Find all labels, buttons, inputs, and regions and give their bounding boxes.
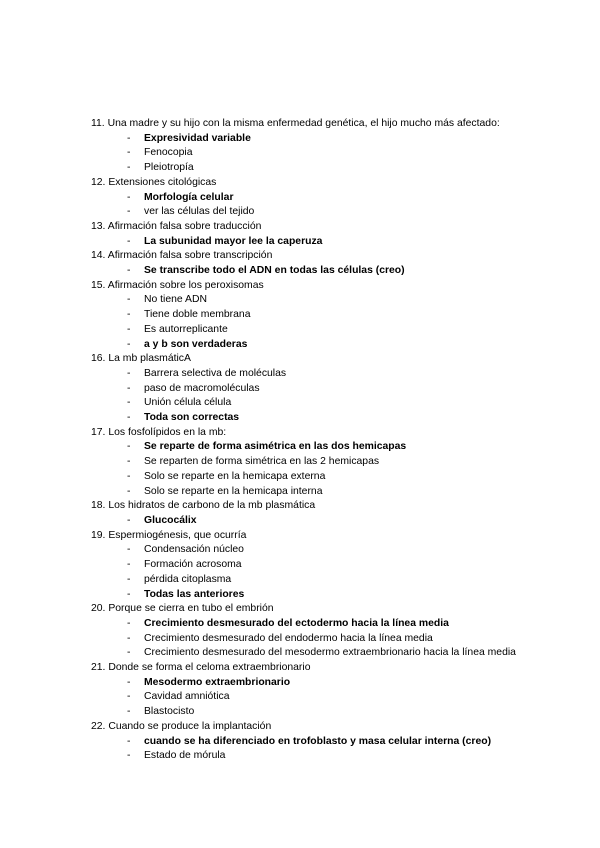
question-number: 18. — [91, 500, 106, 512]
bullet-dash: - — [127, 750, 131, 762]
option-text: pérdida citoplasma — [144, 573, 232, 585]
option-text: Toda son correctas — [144, 412, 240, 424]
option-text: Fenocopia — [144, 147, 193, 159]
option-text: Blastocisto — [144, 706, 195, 718]
answer-option-selected — [91, 191, 551, 206]
bullet-dash: - — [127, 294, 131, 306]
option-text: Glucocálix — [144, 514, 197, 526]
answer-option-selected — [91, 411, 551, 426]
option-text: Se transcribe todo el ADN en todas las células (creo) — [144, 265, 405, 277]
question-list — [91, 117, 551, 764]
answer-option — [91, 146, 551, 161]
question-line — [91, 279, 551, 294]
answer-option — [91, 705, 551, 720]
question-text: Los hidratos de carbono de la mb plasmática — [105, 500, 316, 512]
answer-option — [91, 396, 551, 411]
answer-option — [91, 382, 551, 397]
option-text: Crecimiento desmesurado del mesodermo extraembrionario hacia la línea media — [144, 647, 516, 659]
question-number: 21. — [91, 662, 106, 674]
answer-option-selected — [91, 132, 551, 147]
bullet-dash: - — [127, 706, 131, 718]
question-text: Extensiones citológicas — [105, 176, 217, 188]
question-text: Afirmación sobre los peroxisomas — [105, 279, 264, 291]
question-number: 14. — [91, 250, 106, 262]
bullet-dash: - — [127, 147, 131, 159]
question-number: 12. — [91, 176, 106, 188]
question-number: 17. — [91, 426, 106, 438]
bullet-dash: - — [127, 265, 131, 277]
bullet-dash: - — [127, 162, 131, 174]
bullet-dash: - — [127, 456, 131, 468]
option-text: Barrera selectiva de moléculas — [144, 367, 287, 379]
option-text: Se reparte de forma asimétrica en las dos hemicapas — [144, 441, 407, 453]
bullet-dash: - — [127, 309, 131, 321]
question-text: Espermiogénesis, que ocurría — [105, 529, 247, 541]
bullet-dash: - — [127, 691, 131, 703]
bullet-dash: - — [127, 206, 131, 218]
answer-option — [91, 632, 551, 647]
bullet-dash: - — [127, 382, 131, 394]
question-text: Los fosfolípidos en la mb: — [105, 426, 227, 438]
question-number: 16. — [91, 353, 106, 365]
answer-option-selected — [91, 588, 551, 603]
question-number: 22. — [91, 720, 106, 732]
question-line — [91, 720, 551, 735]
answer-option-selected — [91, 676, 551, 691]
answer-option — [91, 543, 551, 558]
question-line — [91, 176, 551, 191]
bullet-dash: - — [127, 514, 131, 526]
bullet-dash: - — [127, 573, 131, 585]
question-number: 19. — [91, 529, 106, 541]
bullet-dash: - — [127, 132, 131, 144]
answer-option — [91, 573, 551, 588]
question-line — [91, 529, 551, 544]
option-text: Tiene doble membrana — [144, 309, 251, 321]
bullet-dash: - — [127, 485, 131, 497]
bullet-dash: - — [127, 441, 131, 453]
bullet-dash: - — [127, 544, 131, 556]
answer-option-selected — [91, 735, 551, 750]
bullet-dash: - — [127, 338, 131, 350]
bullet-dash: - — [127, 235, 131, 247]
question-text: Afirmación falsa sobre traducción — [105, 220, 262, 232]
answer-option — [91, 293, 551, 308]
bullet-dash: - — [127, 412, 131, 424]
option-text: No tiene ADN — [144, 294, 207, 306]
option-text: paso de macromoléculas — [144, 382, 260, 394]
option-text: ver las células del tejido — [144, 206, 255, 218]
option-text: Pleiotropía — [144, 162, 194, 174]
answer-option — [91, 323, 551, 338]
question-text: Donde se forma el celoma extraembrionario — [105, 662, 311, 674]
option-text: Se reparten de forma simétrica en las 2 hemicapas — [144, 456, 380, 468]
option-text: Mesodermo extraembrionario — [144, 676, 291, 688]
answer-option — [91, 485, 551, 500]
question-text: Afirmación falsa sobre transcripción — [105, 250, 273, 262]
option-text: cuando se ha diferenciado en trofoblasto y masa celular interna (creo) — [144, 735, 492, 747]
option-text: Condensación núcleo — [144, 544, 244, 556]
question-line — [91, 352, 551, 367]
answer-option — [91, 749, 551, 764]
option-text: Solo se reparte en la hemicapa externa — [144, 470, 326, 482]
answer-option — [91, 308, 551, 323]
question-line — [91, 499, 551, 514]
bullet-dash: - — [127, 632, 131, 644]
answer-option-selected — [91, 264, 551, 279]
option-text: Crecimiento desmesurado del ectodermo hacia la línea media — [144, 617, 449, 629]
question-text: Cuando se produce la implantación — [105, 720, 272, 732]
question-text: Una madre y su hijo con la misma enfermedad genética, el hijo mucho más afectado: — [104, 118, 500, 129]
question-number: 13. — [91, 220, 106, 232]
question-text: La mb plasmáticA — [105, 353, 191, 365]
answer-option — [91, 470, 551, 485]
question-number: 20. — [91, 603, 106, 615]
question-line — [91, 661, 551, 676]
option-text: Crecimiento desmesurado del endodermo hacia la línea media — [144, 632, 433, 644]
bullet-dash: - — [127, 617, 131, 629]
answer-option — [91, 161, 551, 176]
bullet-dash: - — [127, 323, 131, 335]
bullet-dash: - — [127, 559, 131, 571]
answer-option — [91, 367, 551, 382]
option-text: Unión célula célula — [144, 397, 232, 409]
option-text: Cavidad amniótica — [144, 691, 230, 703]
answer-option — [91, 205, 551, 220]
answer-option-selected — [91, 440, 551, 455]
question-line — [91, 220, 551, 235]
option-text: La subunidad mayor lee la caperuza — [144, 235, 323, 247]
answer-option — [91, 690, 551, 705]
bullet-dash: - — [127, 647, 131, 659]
question-number: 11. — [91, 118, 105, 129]
question-text: Porque se cierra en tubo el embrión — [105, 603, 274, 615]
bullet-dash: - — [127, 735, 131, 747]
question-number: 15. — [91, 279, 106, 291]
question-line — [91, 117, 551, 132]
answer-option — [91, 455, 551, 470]
bullet-dash: - — [127, 676, 131, 688]
answer-option-selected — [91, 235, 551, 250]
answer-option — [91, 558, 551, 573]
option-text: Estado de mórula — [144, 750, 226, 762]
option-text: Es autorreplicante — [144, 323, 228, 335]
question-line — [91, 249, 551, 264]
answer-option-selected — [91, 514, 551, 529]
option-text: Formación acrosoma — [144, 559, 242, 571]
bullet-dash: - — [127, 588, 131, 600]
option-text: a y b son verdaderas — [144, 338, 248, 350]
bullet-dash: - — [127, 367, 131, 379]
answer-option-selected — [91, 338, 551, 353]
answer-option-selected — [91, 617, 551, 632]
option-text: Todas las anteriores — [144, 588, 245, 600]
bullet-dash: - — [127, 470, 131, 482]
bullet-dash: - — [127, 191, 131, 203]
option-text: Expresividad variable — [144, 132, 251, 144]
option-text: Morfología celular — [144, 191, 234, 203]
answer-option — [91, 646, 551, 661]
question-line — [91, 602, 551, 617]
option-text: Solo se reparte en la hemicapa interna — [144, 485, 323, 497]
question-line — [91, 426, 551, 441]
bullet-dash: - — [127, 397, 131, 409]
